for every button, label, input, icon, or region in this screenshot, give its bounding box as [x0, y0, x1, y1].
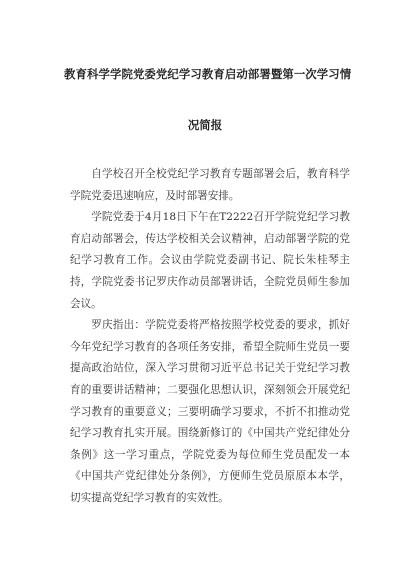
paragraph-intro: 自学校召开全校党纪学习教育专题部署会后，教育科学学院党委迅速响应，及时部署安排。 [70, 168, 350, 202]
paragraph-meeting: 学院党委于4月18日下午在T2222召开学院党纪学习教育启动部署会，传达学校相关会议精神，启动部署学院的党纪学习教育工作。会议由学院党委副书记、院长朱桂琴主持，学院党委书记罗庆作动员部署讲话，全院党员师生参加会议。 [70, 211, 350, 310]
document-title-line-1: 教育科学学院党委党纪学习教育启动部署暨第一次学习情 [64, 67, 352, 81]
document-body [70, 164, 350, 510]
document-title-line-2: 况简报 [187, 118, 223, 132]
paragraph-speech: 罗庆指出：学院党委将严格按照学校党委的要求，抓好今年党纪学习教育的各项任务安排，希望全院师生党员一要提高政治站位，深入学习贯彻习近平总书记关于党纪学习教育的重要讲话精神；二要强化思想认识，深刻领会开展党纪学习教育的重要意义；三要明确学习要求，不折不扣推动党纪学习教育扎实开展。围绕新修订的《中国共产党纪律处分条例》这一学习重点，学院党委为每位师生党员配发一本《中国共产党纪律处分条例》，方便师生党员原原本本学，切实提高党纪学习教育的实效性。 [70, 319, 350, 504]
